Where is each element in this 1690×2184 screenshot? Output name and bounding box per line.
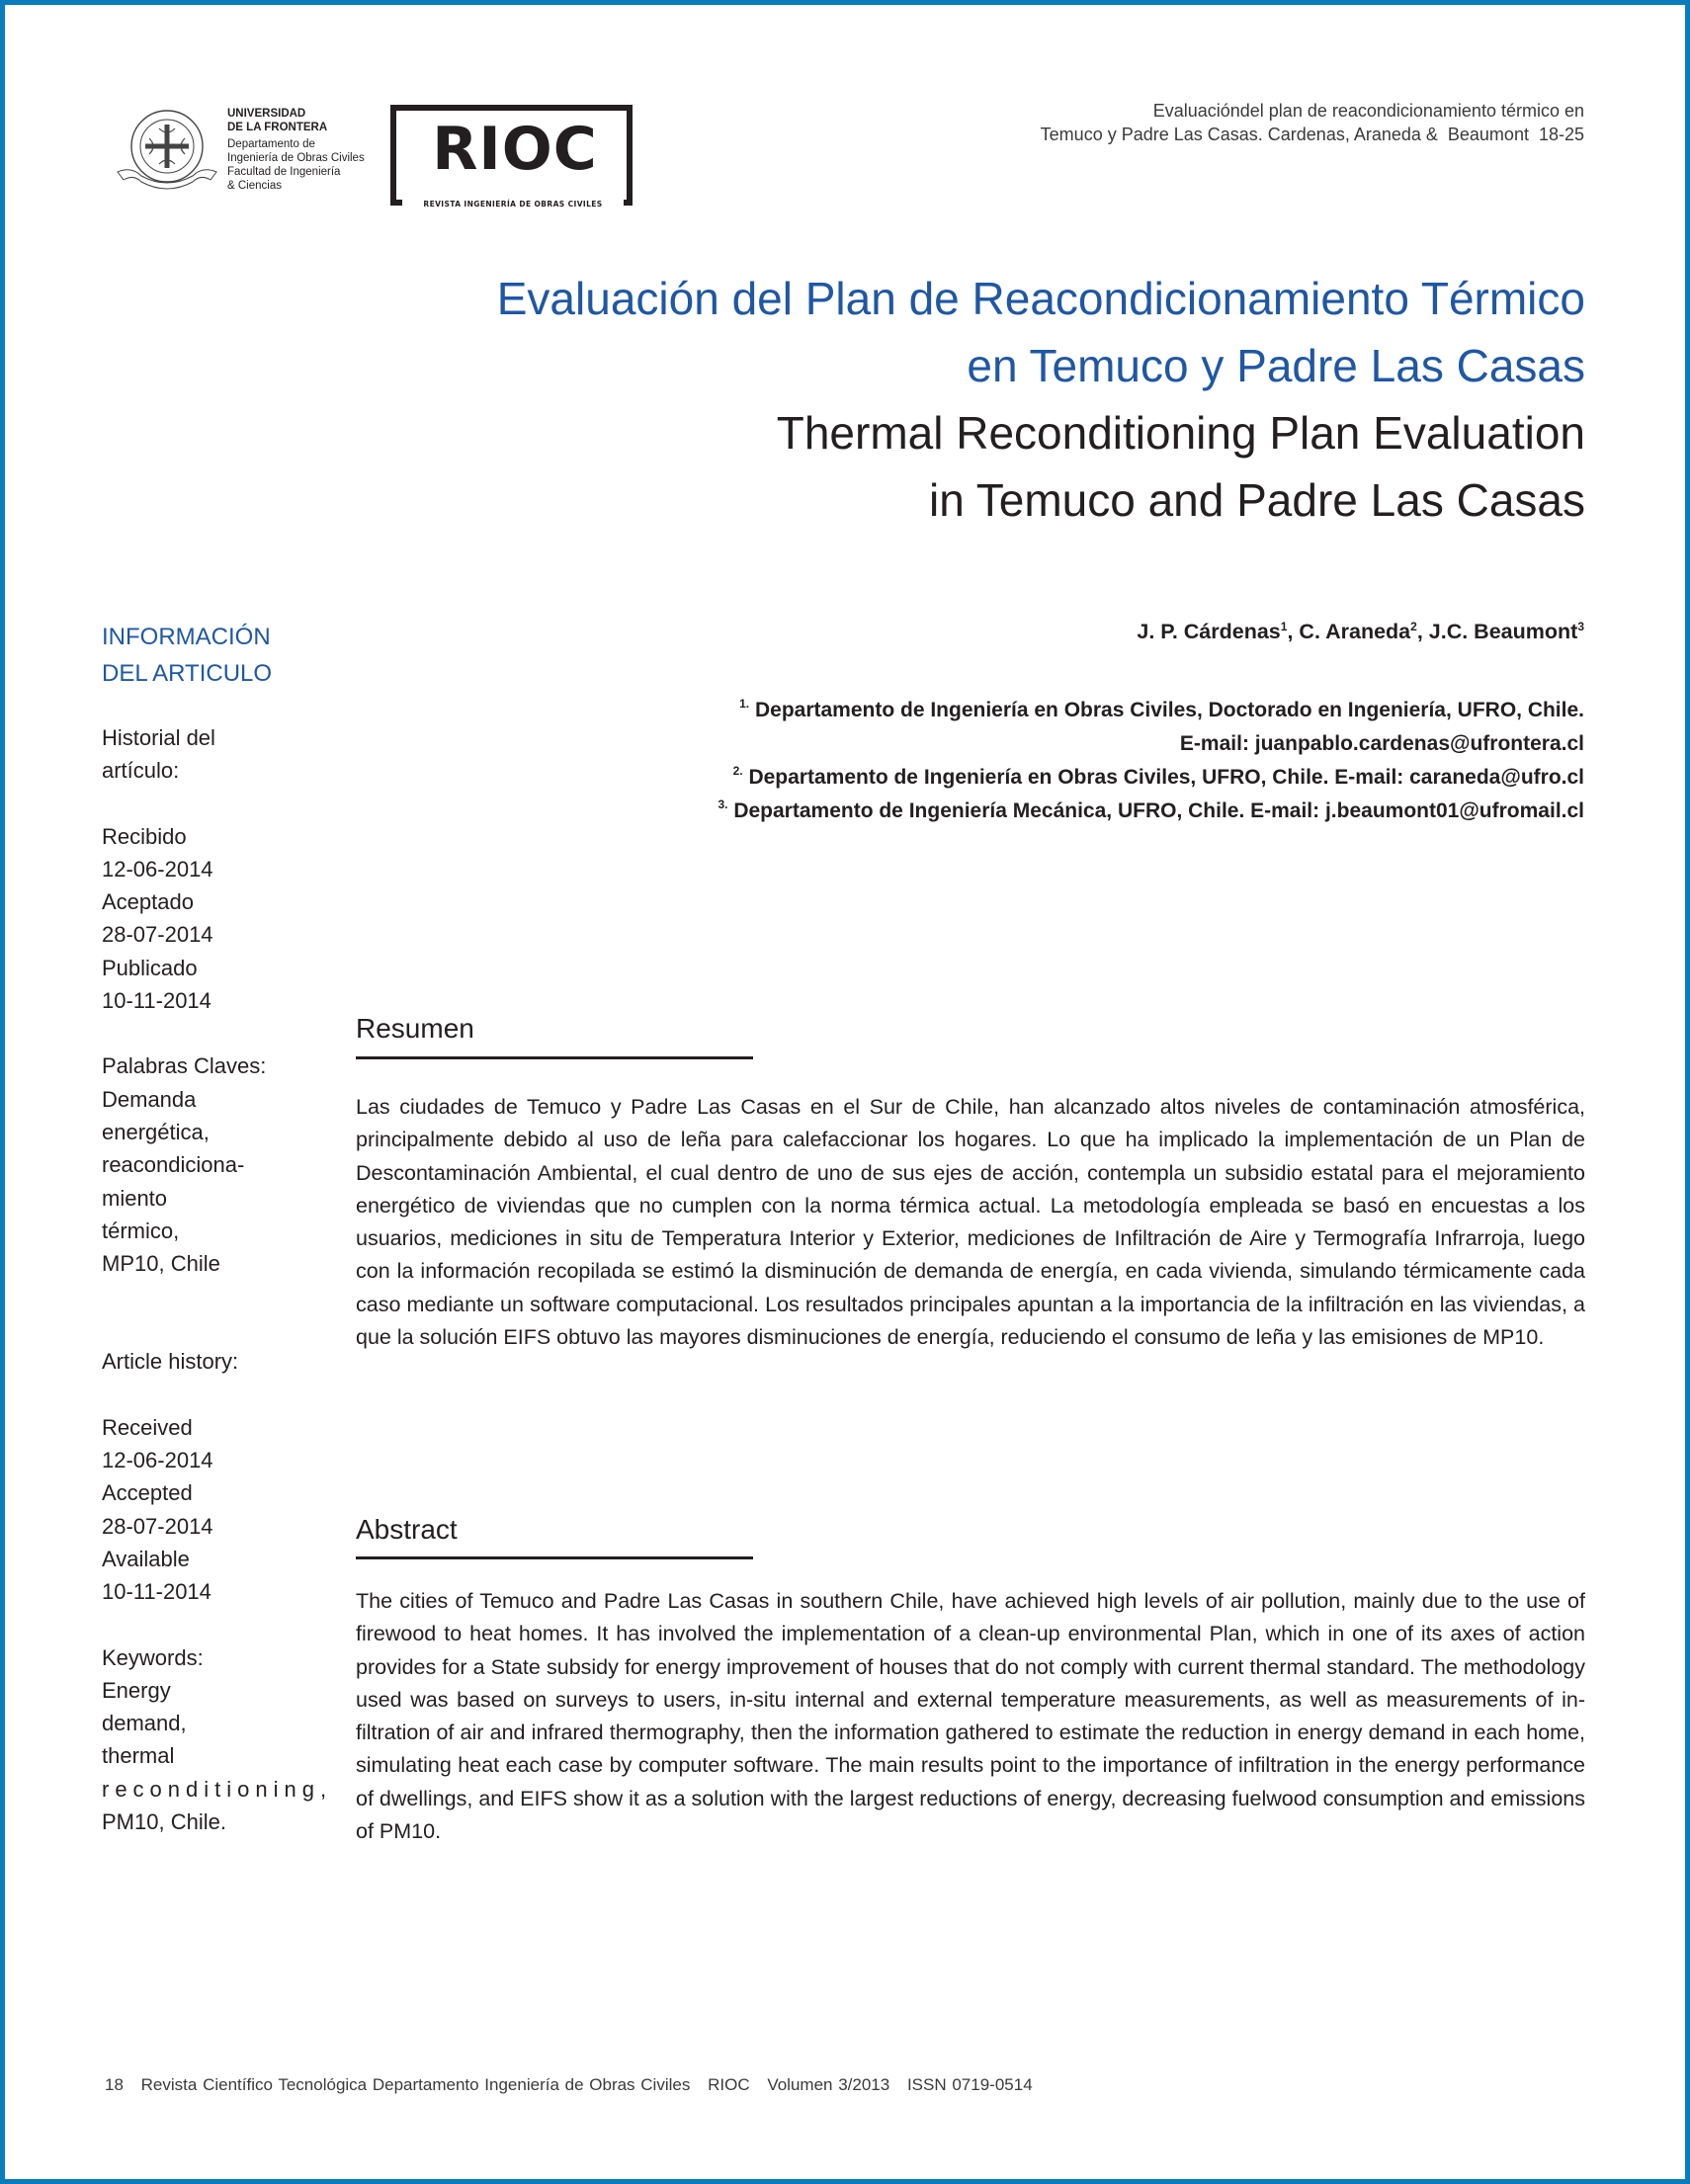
keyword: thermal <box>102 1743 175 1769</box>
resumen-text: Las ciudades de Temuco y Padre Las Casas en el Sur de Chile, han alcanzado altos niveles de contaminación atmosférica, principalmente debido al uso de leña para calefaccionar los hogares. Lo que ha implicado la implementación de un Plan de Descontaminación Ambiental, el cual dentro de uno de sus ejes de acción, contempla un subsidio estatal para el mejoramiento energético de viviendas que no cumplen con la norma térmica actual. La metodología empleada se basó en encuestas a los usuarios, mediciones in situ de Temperatura Interior y Exterior, mediciones de Infiltración de Aire y Termografía Infrarroja, luego con la información recopilada se estimó la disminución de demanda de energía, en cada vivienda, simulando térmicamente cada caso mediante un software computacional. Los resultados principales apuntan a la importancia de la infiltración en las viviendas, a que la solución EIFS obtuvo las mayores disminuciones de energía, reduciendo el consumo de leña y las emisiones de MP10. <box>356 1095 1585 1350</box>
running-head-line1: Evaluacióndel plan de reacondicionamiento térmico en <box>1152 101 1584 121</box>
affiliation-number: 1. <box>739 697 750 711</box>
palabra-clave: reacondiciona- <box>102 1152 245 1178</box>
author-affiliation-number: 1 <box>1280 620 1288 633</box>
abstract-heading: Abstract <box>356 1514 458 1545</box>
article-history-label: Article history: <box>102 1349 239 1375</box>
rioc-logo-word: RIOC <box>432 115 598 184</box>
palabra-clave: térmico, <box>102 1218 180 1243</box>
author-separator: , <box>1287 620 1300 644</box>
affiliation-3 <box>718 795 1584 828</box>
available-label: Available <box>102 1546 190 1571</box>
keyword: reconditioning, <box>102 1776 333 1802</box>
abstract-heading-rule <box>356 1556 753 1559</box>
title-english-line2: in Temuco and Padre Las Casas <box>929 474 1585 526</box>
running-head <box>1041 99 1584 146</box>
rioc-logo-subtitle: REVISTA INGENIERÍA DE OBRAS CIVILES <box>402 200 624 209</box>
article-info-heading-line2: DEL ARTICULO <box>102 660 273 687</box>
author-affiliation-number: 2 <box>1410 620 1417 633</box>
page-number: 18 <box>105 2075 124 2094</box>
affiliation-1-email: E-mail: juanpablo.cardenas@ufrontera.cl <box>1179 732 1584 755</box>
author-affiliation-number: 3 <box>1577 620 1584 633</box>
affiliation-number: 3. <box>718 798 728 811</box>
page-footer <box>105 2075 1045 2095</box>
historial-label-line1: Historial del <box>102 725 215 750</box>
keyword: PM10, Chile. <box>102 1809 226 1835</box>
author-name: J. P. Cárdenas <box>1137 620 1281 644</box>
running-head-line2: Temuco y Padre Las Casas. Cardenas, Araneda & Beaumont 18-25 <box>1040 125 1584 144</box>
keyword: demand, <box>102 1711 187 1736</box>
author-list <box>1137 620 1584 644</box>
aceptado-date: 28-07-2014 <box>102 922 213 948</box>
palabras-claves-label: Palabras Claves: <box>102 1053 267 1079</box>
department-line1: Departamento de <box>227 138 315 150</box>
title-english-line1: Thermal Reconditioning Plan Evaluation <box>776 407 1585 459</box>
article-info-sidebar <box>102 619 333 1838</box>
resumen-heading-rule <box>356 1056 753 1059</box>
historial-label-line2: artículo: <box>102 758 180 784</box>
author-name: C. Araneda <box>1299 620 1411 644</box>
aceptado-label: Aceptado <box>102 889 194 915</box>
publicado-label: Publicado <box>102 955 198 980</box>
affiliation-number: 2. <box>732 764 743 778</box>
palabra-clave: MP10, Chile <box>102 1251 220 1277</box>
university-seal-logo <box>112 107 222 198</box>
received-label: Received <box>102 1414 193 1440</box>
faculty-line1: Facultad de Ingeniería <box>227 166 341 178</box>
article-info-heading-line1: INFORMACIÓN <box>102 624 271 650</box>
rioc-journal-logo <box>390 105 633 209</box>
recibido-label: Recibido <box>102 823 187 849</box>
university-name-line1: UNIVERSIDAD <box>227 108 306 120</box>
affiliation-2 <box>718 761 1584 795</box>
footer-journal-name: Revista Científico Tecnológica Departamento Ingeniería de Obras Civiles <box>140 2075 691 2094</box>
affiliation-text: Departamento de Ingeniería en Obras Civiles, Doctorado en Ingeniería, UFRO, Chile. <box>754 699 1584 721</box>
author-separator: , <box>1416 620 1429 644</box>
footer-volume: Volumen 3/2013 <box>767 2075 890 2094</box>
keywords-label: Keywords: <box>102 1644 204 1670</box>
publicado-date: 10-11-2014 <box>102 988 211 1014</box>
accepted-label: Accepted <box>102 1480 193 1506</box>
affiliation-list <box>718 694 1584 828</box>
footer-journal-abbrev: RIOC <box>708 2075 750 2094</box>
affiliation-text: Departamento de Ingeniería en Obras Civiles, UFRO, Chile. E-mail: caraneda@ufro.cl <box>748 766 1584 789</box>
keyword: Energy <box>102 1677 171 1703</box>
affiliation-1 <box>718 694 1584 727</box>
accepted-date: 28-07-2014 <box>102 1513 213 1539</box>
faculty-line2: & Ciencias <box>227 180 282 192</box>
palabra-clave: energética, <box>102 1119 210 1144</box>
university-name-line2: DE LA FRONTERA <box>227 122 328 133</box>
affiliation-text: Departamento de Ingeniería Mecánica, UFRO, Chile. E-mail: j.beaumont01@ufromail.cl <box>733 799 1584 822</box>
title-spanish-line2: en Temuco y Padre Las Casas <box>967 340 1585 391</box>
recibido-date: 12-06-2014 <box>102 856 213 882</box>
received-date: 12-06-2014 <box>102 1448 213 1473</box>
university-name-block <box>227 107 365 193</box>
title-spanish-line1: Evaluación del Plan de Reacondicionamiento Térmico <box>496 273 1585 324</box>
palabra-clave: miento <box>102 1185 168 1211</box>
resumen-heading: Resumen <box>356 1013 474 1044</box>
department-line2: Ingeniería de Obras Civiles <box>227 152 365 164</box>
palabra-clave: Demanda <box>102 1086 197 1112</box>
article-title-block <box>497 265 1585 534</box>
author-name: J.C. Beaumont <box>1428 620 1578 644</box>
abstract-text: The cities of Temuco and Padre Las Casas in southern Chile, have achieved high levels of air pollution, mainly due to the use of firewood to heat homes. It has involved the implementation of a clean-up environmental Plan, which in one of its axes of action provides for a State subsidy for energy improvement of houses that do not comply with current thermal standard. The methodology used was based on surveys to users, in-situ internal and external temperature measurements, as well as measurements of infiltration of air and infrared thermography, then the information gathered to estimate the reduction in energy demand in each home, simulating heat each case by computer software. The main results point to the importance of infiltration in the energy performance of dwellings, and EIFS show it as a solution with the largest reductions of energy, decreasing fuelwood consumption and emissions of PM10. <box>356 1589 1585 1844</box>
available-date: 10-11-2014 <box>102 1579 211 1605</box>
footer-issn: ISSN 0719-0514 <box>906 2075 1033 2094</box>
